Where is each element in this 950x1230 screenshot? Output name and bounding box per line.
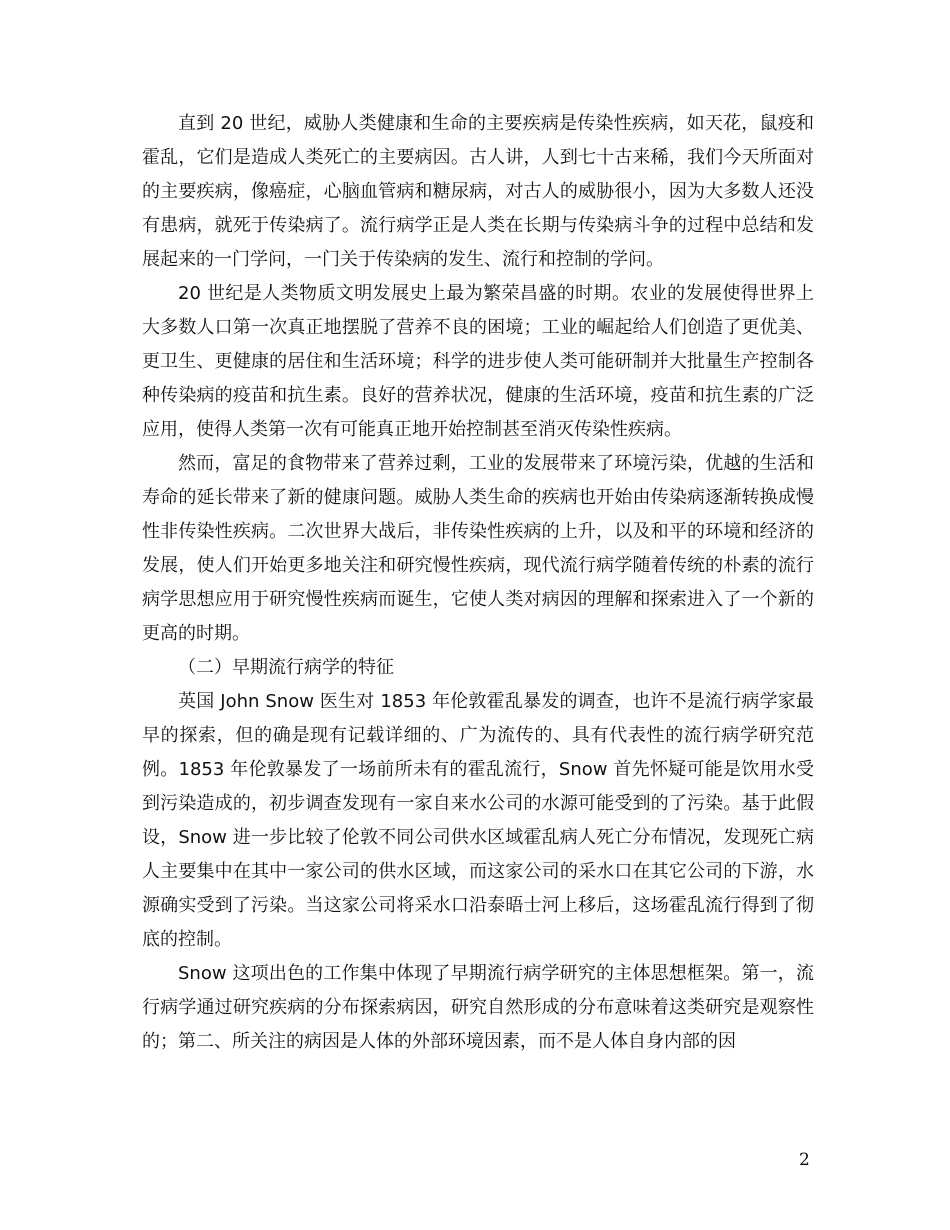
paragraph-snow-framework: Snow 这项出色的工作集中体现了早期流行病学研究的主体思想框架。第一，流行病学通过研究疾病的分布探索病因，研究自然形成的分布意味着这类研究是观察性的；第二、所关注的病因是人体的外部环境因素，而不是人体自身内部的因	[142, 963, 814, 1052]
page-number: 2	[799, 1150, 810, 1170]
paragraph-chronic-disease: 然而，富足的食物带来了营养过剩，工业的发展带来了环境污染，优越的生活和寿命的延长带来了新的健康问题。威胁人类生命的疾病也开始由传染病逐渐转换成慢性非传染性疾病。二次世界大战后，非传染性疾病的上升，以及和平的环境和经济的发展，使人们开始更多地关注和研究慢性疾病，现代流行病学随着传统的朴素的流行病学思想应用于研究慢性疾病而诞生，它使人类对病因的理解和探索进入了一个新的更高的时期。	[142, 453, 814, 644]
paragraph-infectious-disease: 直到 20 世纪，威胁人类健康和生命的主要疾病是传染性疾病，如天花，鼠疫和霍乱，它们是造成人类死亡的主要病因。古人讲，人到七十古来稀，我们今天所面对的主要疾病，像癌症，心脑血管病和糖尿病，对古人的威胁很小，因为大多数人还没有患病，就死于传染病了。流行病学正是人类在长期与传染病斗争的过程中总结和发展起来的一门学问，一门关于传染病的发生、流行和控制的学问。	[142, 113, 814, 270]
document-body	[142, 107, 814, 1059]
paragraph-john-snow: 英国 John Snow 医生对 1853 年伦敦霍乱暴发的调查，也许不是流行病学家最早的探索，但的确是现有记载详细的、广为流传的、具有代表性的流行病学研究范例。1853 年伦敦暴发了一场前所未有的霍乱流行，Snow 首先怀疑可能是饮用水受到污染造成的，初步调查发现有一家自来水公司的水源可能受到的了污染。基于此假设，Snow 进一步比较了伦敦不同公司供水区域霍乱病人死亡分布情况，发现死亡病人主要集中在其中一家公司的供水区域，而这家公司的采水口在其它公司的下游，水源确实受到了污染。当这家公司将采水口沿泰晤士河上移后，这场霍乱流行得到了彻底的控制。	[142, 691, 814, 950]
section-heading: （二）早期流行病学的特征	[178, 657, 394, 678]
paragraph-20th-century: 20 世纪是人类物质文明发展史上最为繁荣昌盛的时期。农业的发展使得世界上大多数人口第一次真正地摆脱了营养不良的困境；工业的崛起给人们创造了更优美、更卫生、更健康的居住和生活环境；科学的进步使人类可能研制并大批量生产控制各种传染病的疫苗和抗生素。良好的营养状况，健康的生活环境，疫苗和抗生素的广泛应用，使得人类第一次有可能真正地开始控制甚至消灭传染性疾病。	[142, 283, 814, 440]
